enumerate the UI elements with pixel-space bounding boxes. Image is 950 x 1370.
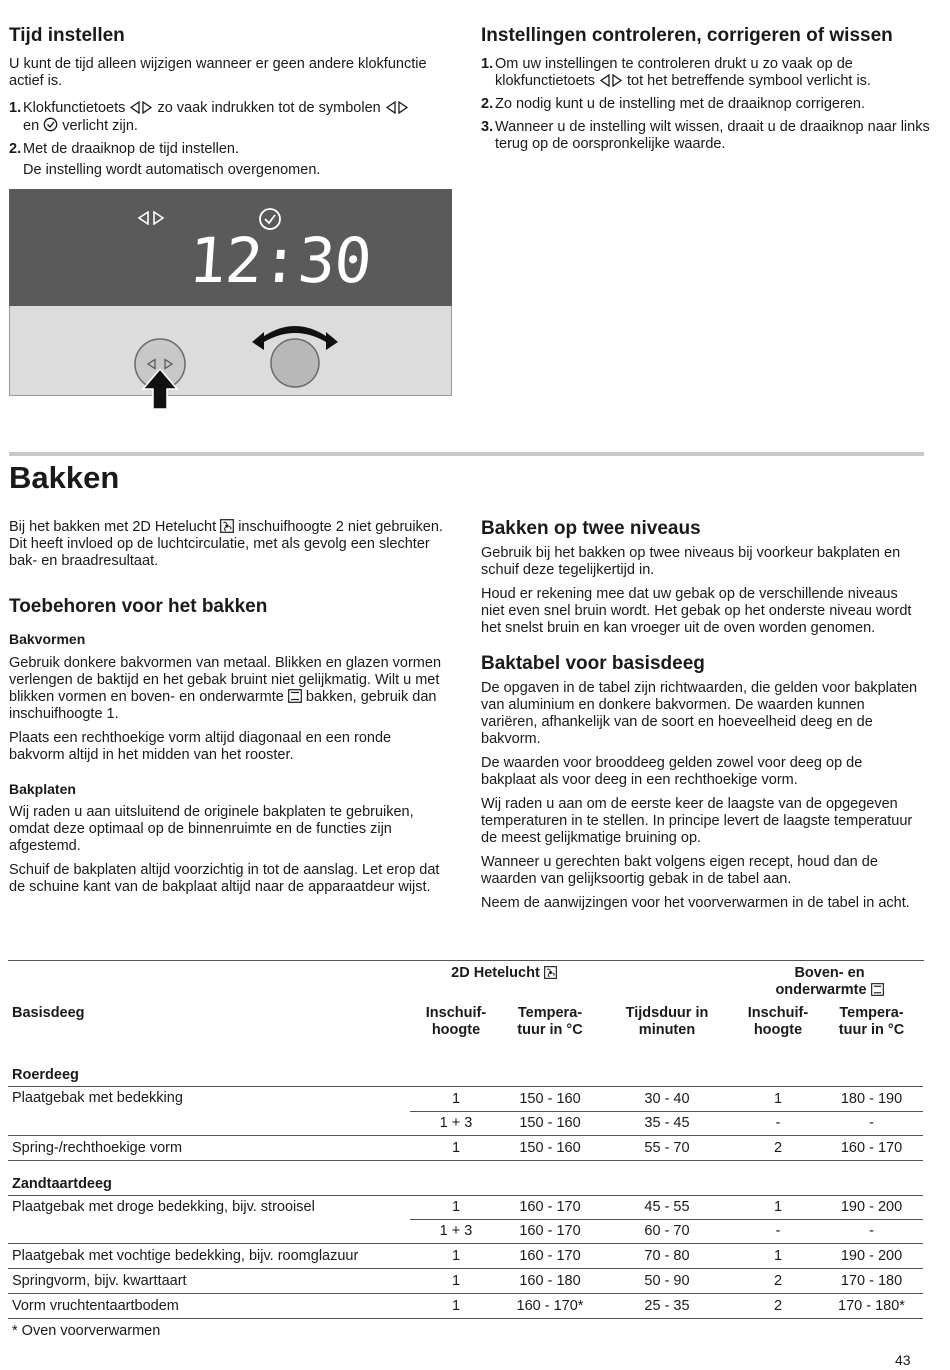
baking-table	[8, 961, 923, 1319]
step-2: 2. Zo nodig kunt u de instelling met de draaiknop corrigeren.	[481, 96, 865, 112]
table-row: Spring-/rechthoekige vorm 1 150 - 160 55 - 70 2 160 - 170	[8, 1135, 923, 1160]
col-temp-1: Tempera- tuur in °C	[517, 1005, 583, 1038]
col-inschuif-2: Inschuif- hoogte	[747, 1005, 809, 1038]
col-basisdeeg: Basisdeeg	[12, 1005, 85, 1021]
bakvormen-text-2: Plaats een rechthoekige vorm altijd diagonaal en een ronde bakvorm altijd in het midden van het rooster.	[9, 730, 392, 763]
hot-air-icon	[544, 966, 557, 979]
section-row: Roerdeeg	[8, 1059, 923, 1086]
section-tijd-instellen	[9, 24, 449, 185]
section-title: Instellingen controleren, corrigeren of wissen	[481, 25, 893, 46]
step-number: 3.	[481, 119, 494, 135]
col-inschuif-1: Inschuif- hoogte	[425, 1005, 487, 1038]
step-1: 1. Om uw instellingen te controleren drukt u zo vaak op de klokfunctietoets tot het betreffende symbool verlicht is.	[481, 56, 871, 89]
bakken-right-column	[481, 517, 921, 919]
steps-list	[481, 56, 931, 153]
bakken-title: Bakken	[9, 460, 120, 495]
step-number: 1.	[481, 56, 494, 72]
step-number: 2.	[481, 96, 494, 112]
twee-niveaus-text-1: Gebruik bij het bakken op twee niveaus bij voorkeur bakplaten en schuif deze tegelijkertijd in.	[481, 545, 901, 578]
section-row: Zandtaartdeeg	[8, 1160, 923, 1195]
step-3: 3. Wanneer u de instelling wilt wissen, draait u de draaiknop naar links terug op de oorspronkelijke waarde.	[481, 119, 930, 152]
table-header-row	[8, 1005, 923, 1059]
group-header-bovenonder: Boven- en onderwarmte	[736, 961, 923, 1005]
table-row: Plaatgebak met vochtige bedekking, bijv. roomglazuur 1 160 - 170 70 - 80 1 190 - 200	[8, 1243, 923, 1268]
bakvormen-title: Bakvormen	[9, 631, 86, 647]
baktabel-text-5: Neem de aanwijzingen voor het voorverwarmen in de tabel in acht.	[481, 895, 910, 911]
step-2: 2. Met de draaiknop de tijd instellen. De instelling wordt automatisch overgenomen.	[9, 141, 321, 178]
baktabel-text-1: De opgaven in de tabel zijn richtwaarden, die gelden voor bakplaten van aluminium en donkere bakvormen. De waarden kunnen variëren, afhankelijk van de soort en hoeveelheid deeg en de bakvorm.	[481, 680, 918, 747]
intro-text: U kunt de tijd alleen wijzigen wanneer er geen andere klokfunctie actief is.	[9, 56, 427, 89]
time-display: 12:30	[186, 224, 374, 297]
baktabel-title: Baktabel voor basisdeeg	[481, 653, 705, 674]
section-title: Tijd instellen	[9, 25, 125, 46]
table-row: 1 + 3 150 - 160 35 - 45 - -	[8, 1111, 923, 1135]
bakken-intro: Bij het bakken met 2D Hetelucht inschuifhoogte 2 niet gebruiken. Dit heeft invloed op de luchtcirculatie, met als gevolg een slechter bak- en braadresultaat.	[9, 519, 443, 569]
baktabel-text-3: Wij raden u aan om de eerste keer de laagste van de opgegeven temperaturen in te stellen. In principe levert de laagste temperatuur de meest gelijkmatige bruining op.	[481, 796, 913, 846]
top-bottom-heat-icon	[288, 689, 302, 703]
step-1: 1. Klokfunctietoets zo vaak indrukken tot de symbolen en verlicht zijn.	[9, 100, 449, 135]
table-row: 1 + 3 160 - 170 60 - 70 - -	[8, 1219, 923, 1243]
bakken-left-column	[9, 519, 449, 903]
bakplaten-text-1: Wij raden u aan uitsluitend de originele bakplaten te gebruiken, omdat deze optimaal op de binnenruimte en de functies zijn afgestemd.	[9, 804, 414, 854]
step-number: 2.	[9, 141, 22, 157]
clock-function-icon	[599, 74, 623, 87]
toebehoren-title: Toebehoren voor het bakken	[9, 596, 268, 617]
clock-icon	[43, 117, 58, 132]
top-bottom-heat-icon	[871, 983, 884, 996]
group-header-hetelucht: 2D Hetelucht	[410, 961, 598, 1005]
section-instellingen	[481, 24, 931, 159]
table-row: Vorm vruchtentaartbodem 1 160 - 170* 25 - 35 2 170 - 180*	[8, 1293, 923, 1318]
twee-niveaus-title: Bakken op twee niveaus	[481, 518, 701, 539]
baktabel-text-4: Wanneer u gerechten bakt volgens eigen recept, houd dan de waarden van gelijksoortig gebak in de tabel aan.	[481, 854, 878, 887]
table-row: Springvorm, bijv. kwarttaart 1 160 - 180 50 - 90 2 170 - 180	[8, 1268, 923, 1293]
col-tijd: Tijdsduur in minuten	[625, 1005, 709, 1038]
clock-function-icon	[385, 101, 409, 114]
section-divider	[9, 452, 924, 456]
bakplaten-text-2: Schuif de bakplaten altijd voorzichtig in tot de aanslag. Let erop dat de schuine kant van de bakplaat altijd naar de apparaatdeur wijst.	[9, 862, 440, 895]
col-temp-2: Tempera- tuur in °C	[838, 1005, 905, 1038]
oven-control-panel	[9, 306, 452, 396]
page-number: 43	[895, 1352, 911, 1368]
hot-air-icon	[220, 519, 234, 533]
oven-display	[9, 189, 452, 306]
baking-table-container	[8, 960, 924, 1340]
rotary-knob-icon	[250, 316, 340, 391]
clock-function-icon	[137, 211, 165, 225]
clock-function-icon	[129, 101, 153, 114]
step-number: 1.	[9, 100, 22, 116]
press-arrow-icon	[130, 334, 190, 409]
table-row: Plaatgebak met droge bedekking, bijv. strooisel 1 160 - 170 45 - 55 1 190 - 200	[8, 1195, 923, 1219]
steps-list	[9, 100, 449, 179]
baktabel-text-2: De waarden voor brooddeeg gelden zowel voor deeg op de bakplaat als voor deeg in een rechthoekige vorm.	[481, 755, 863, 788]
bakplaten-title: Bakplaten	[9, 781, 76, 797]
bakvormen-text-1: Gebruik donkere bakvormen van metaal. Blikken en glazen vormen verlengen de baktijd en het gebak bruint niet gelijkmatig. Wilt u met blikken vormen en boven- en onderwarmte bakken, gebruik dan inschuifhoogte 1.	[9, 655, 442, 722]
table-footnote: * Oven voorverwarmen	[12, 1322, 161, 1339]
table-row: Plaatgebak met bedekking 1 150 - 160 30 - 40 1 180 - 190	[8, 1086, 923, 1111]
twee-niveaus-text-2: Houd er rekening mee dat uw gebak op de verschillende niveaus niet even snel bruin wordt. Het gebak op het onderste niveau wordt het snelst bruin en kan vroeger uit de oven worden genomen.	[481, 586, 912, 636]
